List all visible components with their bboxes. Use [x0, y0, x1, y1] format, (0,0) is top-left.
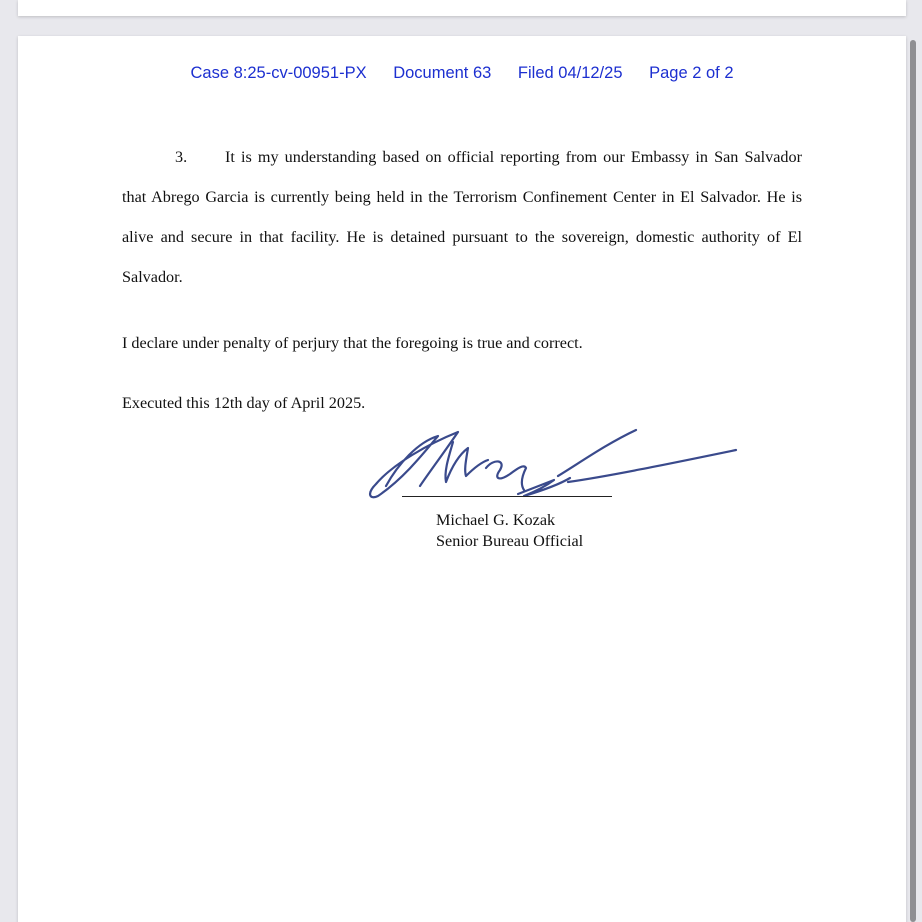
- signature-line: [402, 496, 612, 497]
- signer-name: Michael G. Kozak: [436, 511, 556, 529]
- document-page: [18, 36, 906, 922]
- case-header: [18, 64, 906, 83]
- previous-page: [18, 0, 906, 16]
- page-indicator: Page 2 of 2: [649, 64, 734, 82]
- case-number: Case 8:25-cv-00951-PX: [190, 64, 367, 82]
- filed-date: Filed 04/12/25: [517, 64, 623, 82]
- declaration-statement: I declare under penalty of perjury that the foregoing is true and correct.: [122, 334, 583, 352]
- signature-image: [348, 424, 738, 504]
- document-number: Document 63: [393, 64, 492, 82]
- paragraph-number: 3.: [175, 148, 188, 166]
- executed-date: Executed this 12th day of April 2025.: [122, 394, 366, 412]
- paragraph-3: [122, 137, 802, 297]
- vertical-scrollbar[interactable]: [910, 40, 916, 922]
- paragraph-text: It is my understanding based on official reporting from our Embassy in San Salvador that Abrego Garcia is currently being held in the Terrorism Confinement Center in El Salvador. He is alive and secure in that facility. He is detained pursuant to the sovereign, domestic authority of El Salvador.: [122, 148, 802, 286]
- signer-title: Senior Bureau Official: [436, 532, 584, 550]
